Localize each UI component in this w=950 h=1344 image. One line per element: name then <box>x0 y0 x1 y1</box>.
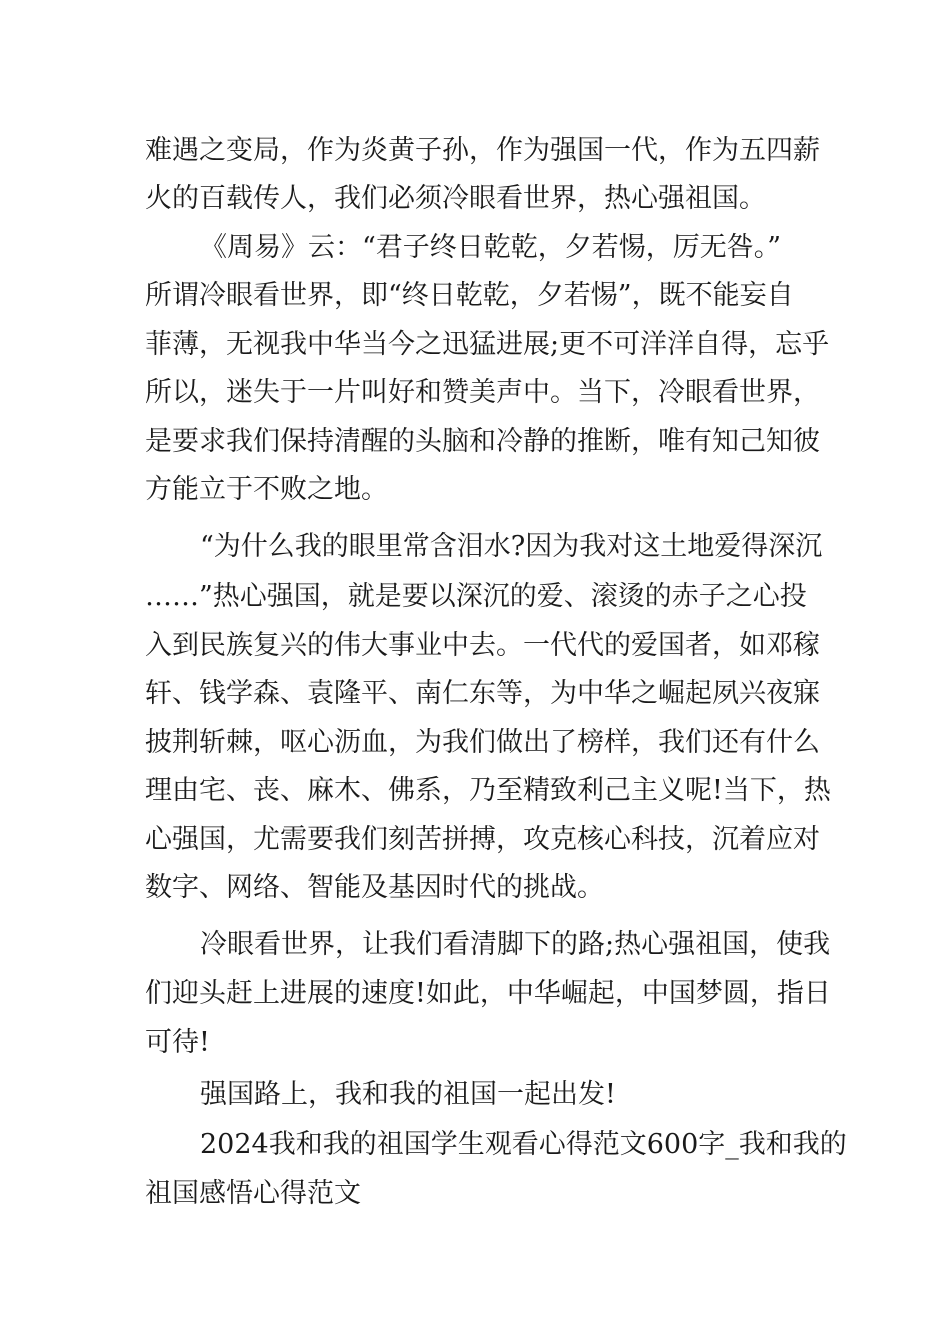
text-line: 是要求我们保持清醒的头脑和冷静的推断，唯有知己知彼 <box>145 426 820 457</box>
text-line: 数字、网络、智能及基因时代的挑战。 <box>145 872 604 903</box>
text-line: 方能立于不败之地。 <box>145 474 388 505</box>
text-line: 轩、钱学森、袁隆平、南仁东等，为中华之崛起夙兴夜寐 <box>145 678 820 709</box>
text-line: 火的百载传人，我们必须冷眼看世界，热心强祖国。 <box>145 183 766 214</box>
text-line: 们迎头赶上进展的速度!如此，中华崛起，中国梦圆，指日 <box>145 978 831 1009</box>
text-line: 难遇之变局，作为炎黄子孙，作为强国一代，作为五四薪 <box>145 135 820 166</box>
paragraph-first-line: 冷眼看世界，让我们看清脚下的路;热心强祖国，使我 <box>200 929 831 960</box>
paragraph-first-line: “为什么我的眼里常含泪水?因为我对这土地爱得深沉 <box>200 531 823 562</box>
text-line: 理由宅、丧、麻木、佛系，乃至精致利己主义呢!当下，热 <box>145 775 831 806</box>
article-title-line: 2024我和我的祖国学生观看心得范文600字_我和我的 <box>200 1129 847 1160</box>
text-line: 菲薄，无视我中华当今之迅猛进展;更不可洋洋自得，忘乎 <box>145 329 830 360</box>
text-line: 入到民族复兴的伟大事业中去。一代代的爱国者，如邓稼 <box>145 630 820 661</box>
paragraph-first-line: 强国路上，我和我的祖国一起出发! <box>200 1079 616 1110</box>
text-line: 披荆斩棘，呕心沥血，为我们做出了榜样，我们还有什么 <box>145 727 820 758</box>
text-line: ……”热心强国，就是要以深沉的爱、滚烫的赤子之心投 <box>145 581 807 612</box>
article-title-line: 祖国感悟心得范文 <box>145 1178 361 1209</box>
text-line: 心强国，尤需要我们刻苦拼搏，攻克核心科技，沉着应对 <box>145 824 820 855</box>
text-line: 可待! <box>145 1027 210 1058</box>
text-line: 所谓冷眼看世界，即“终日乾乾，夕若惕”，既不能妄自 <box>145 280 794 311</box>
paragraph-first-line: 《周易》云：“君子终日乾乾，夕若惕，厉无咎。” <box>200 232 782 263</box>
text-line: 所以，迷失于一片叫好和赞美声中。当下，冷眼看世界， <box>145 377 820 408</box>
